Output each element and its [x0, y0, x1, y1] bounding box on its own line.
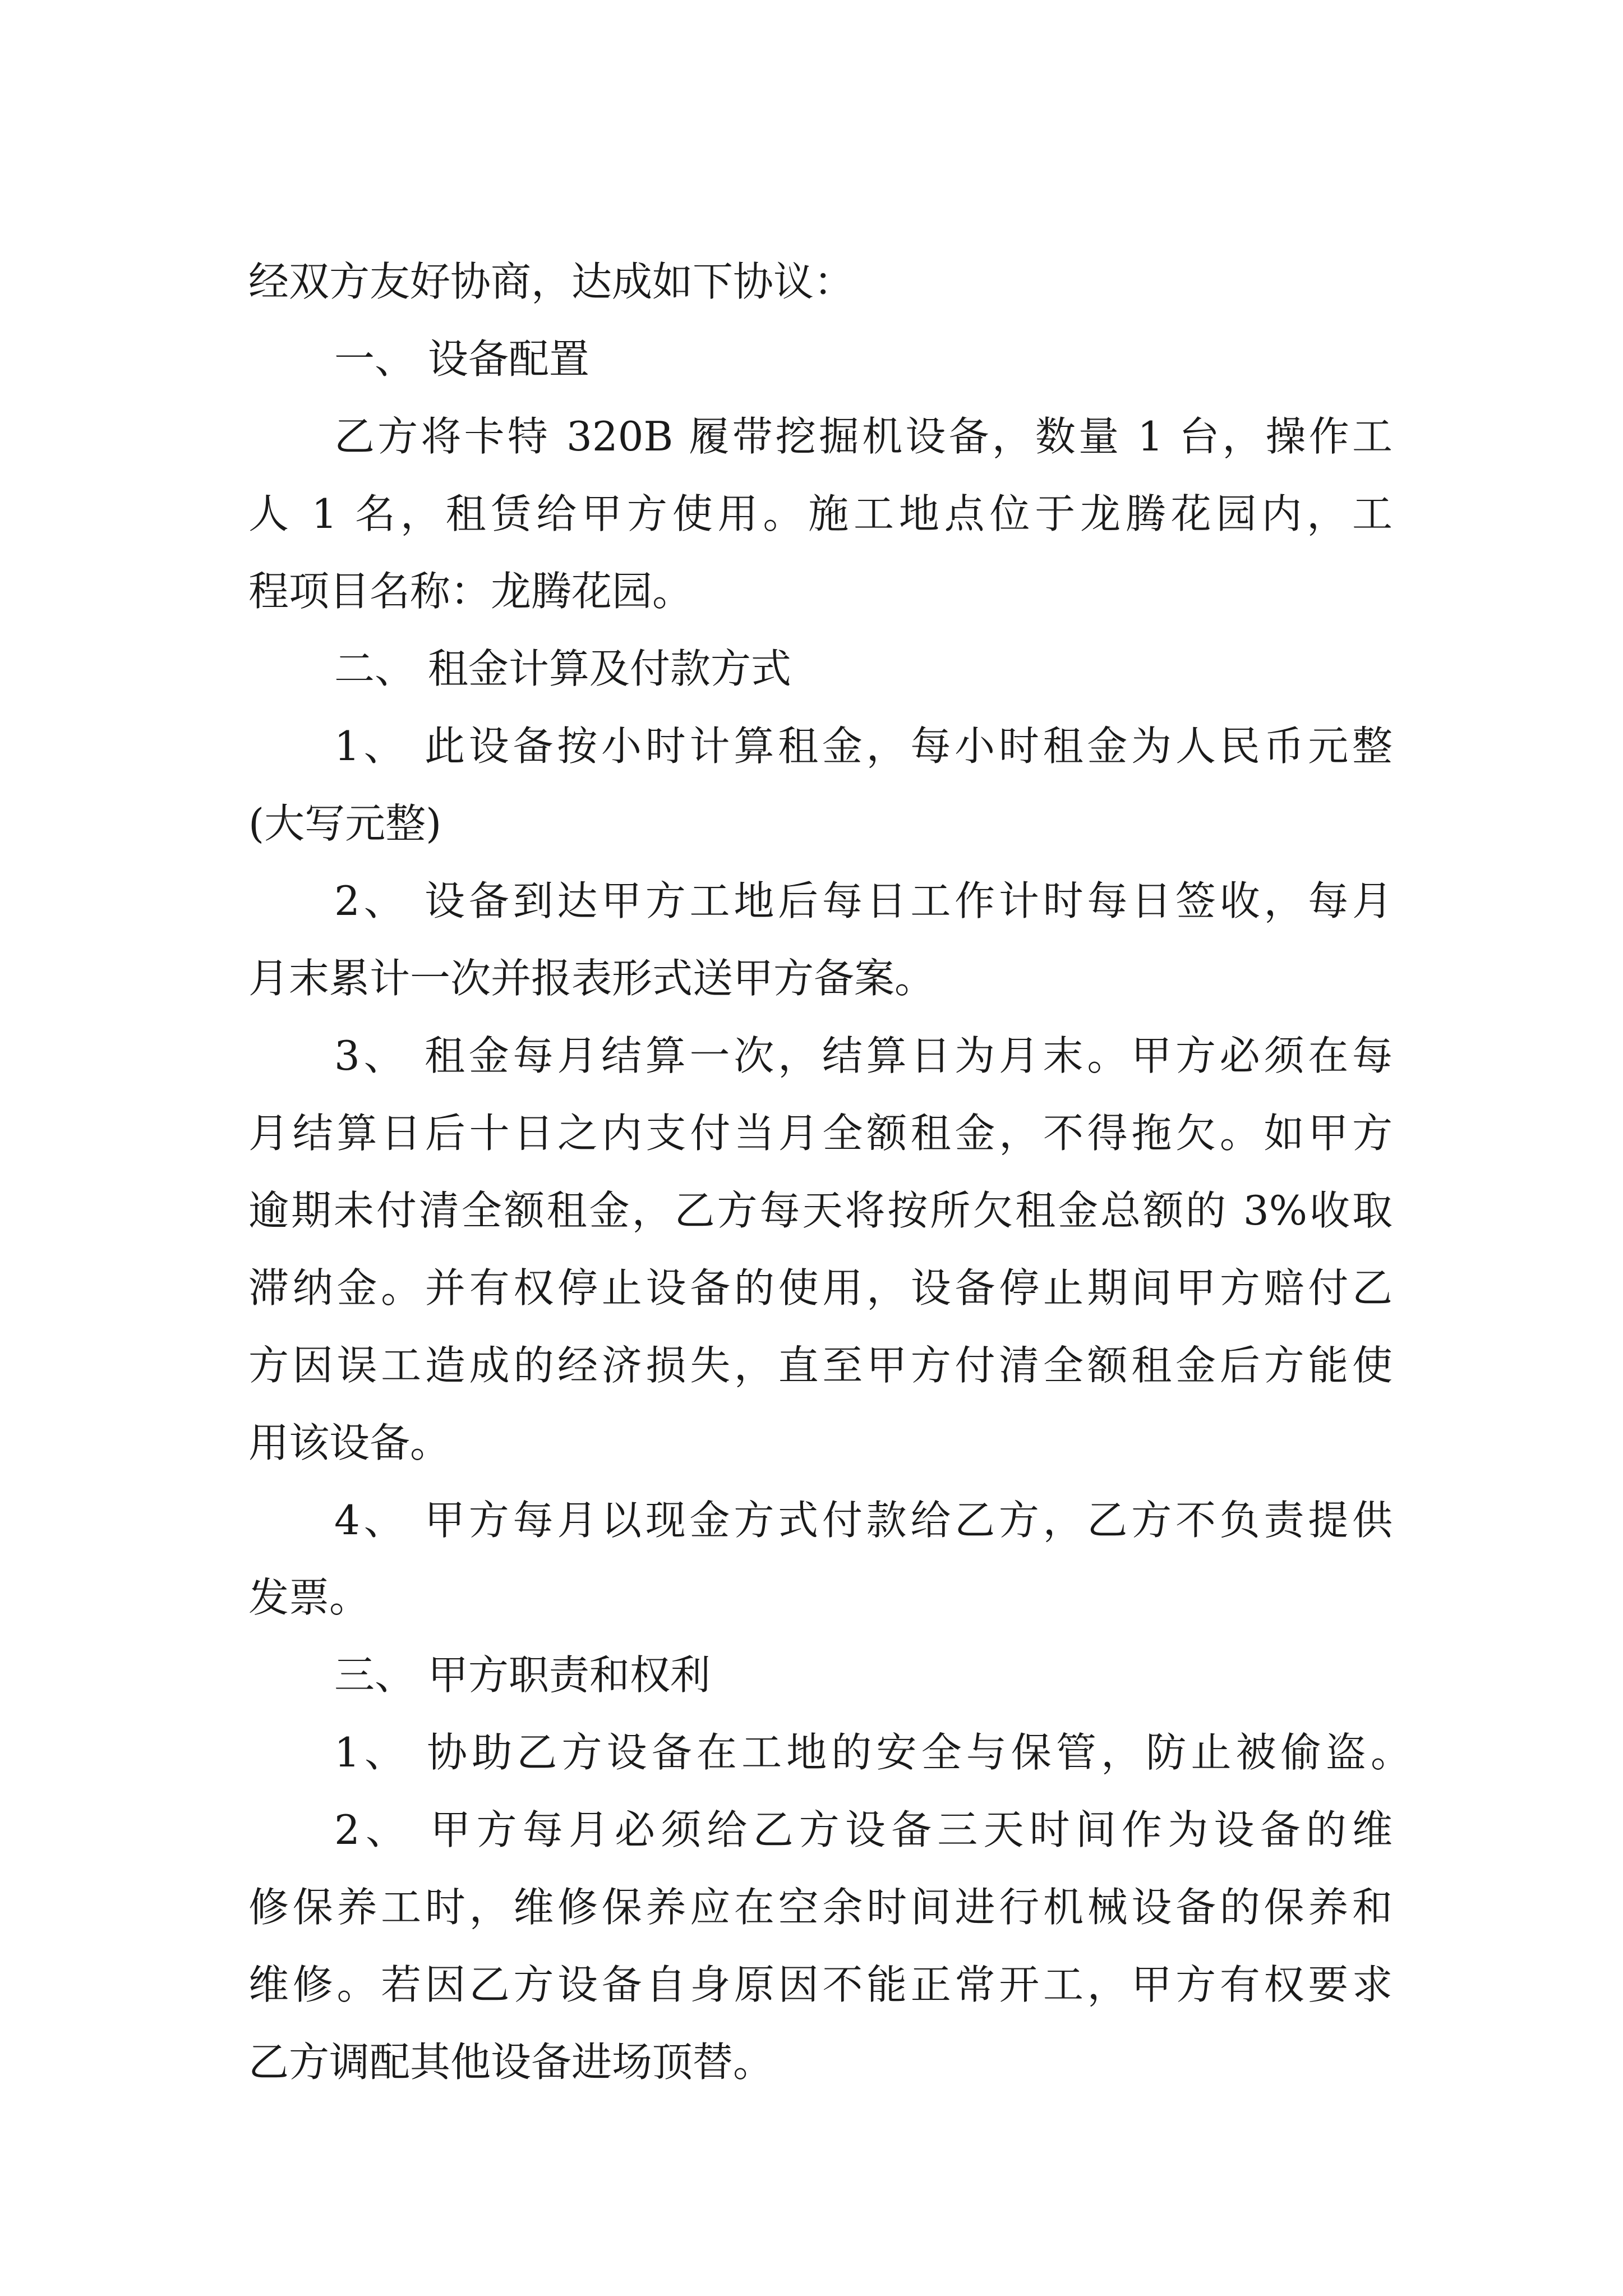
text-line: 发票。	[248, 1574, 370, 1621]
text-line: 乙方调配其他设备进场顶替。	[248, 2039, 774, 2086]
text-line: 经双方友好协商，达成如下协议：	[248, 258, 855, 305]
section-heading: 一、 设备配置	[334, 335, 589, 383]
text-line: 逾期未付清全额租金，乙方每天将按所欠租金总额的 3%收取	[248, 1187, 1393, 1234]
text-line: 1、 协助乙方设备在工地的安全与保管，防止被偷盗。	[334, 1729, 1411, 1776]
text-line: 滞纳金。并有权停止设备的使用，设备停止期间甲方赔付乙	[248, 1264, 1393, 1312]
text-line: 3、 租金每月结算一次，结算日为月末。甲方必须在每	[334, 1032, 1393, 1079]
text-line: 人 1 名，租赁给甲方使用。施工地点位于龙腾花园内，工	[248, 490, 1393, 537]
text-line: 2、 甲方每月必须给乙方设备三天时间作为设备的维	[334, 1806, 1393, 1853]
text-line: 维修。若因乙方设备自身原因不能正常开工，甲方有权要求	[248, 1961, 1393, 2008]
text-line: 方因误工造成的经济损失，直至甲方付清全额租金后方能使	[248, 1342, 1393, 1389]
text-line: 1、 此设备按小时计算租金，每小时租金为人民币元整	[334, 723, 1393, 770]
section-heading: 三、 甲方职责和权利	[334, 1651, 711, 1699]
text-line: 乙方将卡特 320B 履带挖掘机设备，数量 1 台，操作工	[334, 413, 1393, 460]
text-line: 用该设备。	[248, 1419, 451, 1466]
text-line: 程项目名称：龙腾花园。	[248, 568, 693, 615]
text-line: 月结算日后十日之内支付当月全额租金，不得拖欠。如甲方	[248, 1110, 1393, 1157]
text-line: 4、 甲方每月以现金方式付款给乙方，乙方不负责提供	[334, 1497, 1393, 1544]
text-line: 修保养工时，维修保养应在空余时间进行机械设备的保养和	[248, 1884, 1393, 1931]
section-heading: 二、 租金计算及付款方式	[334, 645, 791, 692]
text-line: (大写元整)	[248, 800, 442, 847]
text-line: 2、 设备到达甲方工地后每日工作计时每日签收，每月	[334, 877, 1393, 924]
text-line: 月末累计一次并报表形式送甲方备案。	[248, 955, 935, 1002]
